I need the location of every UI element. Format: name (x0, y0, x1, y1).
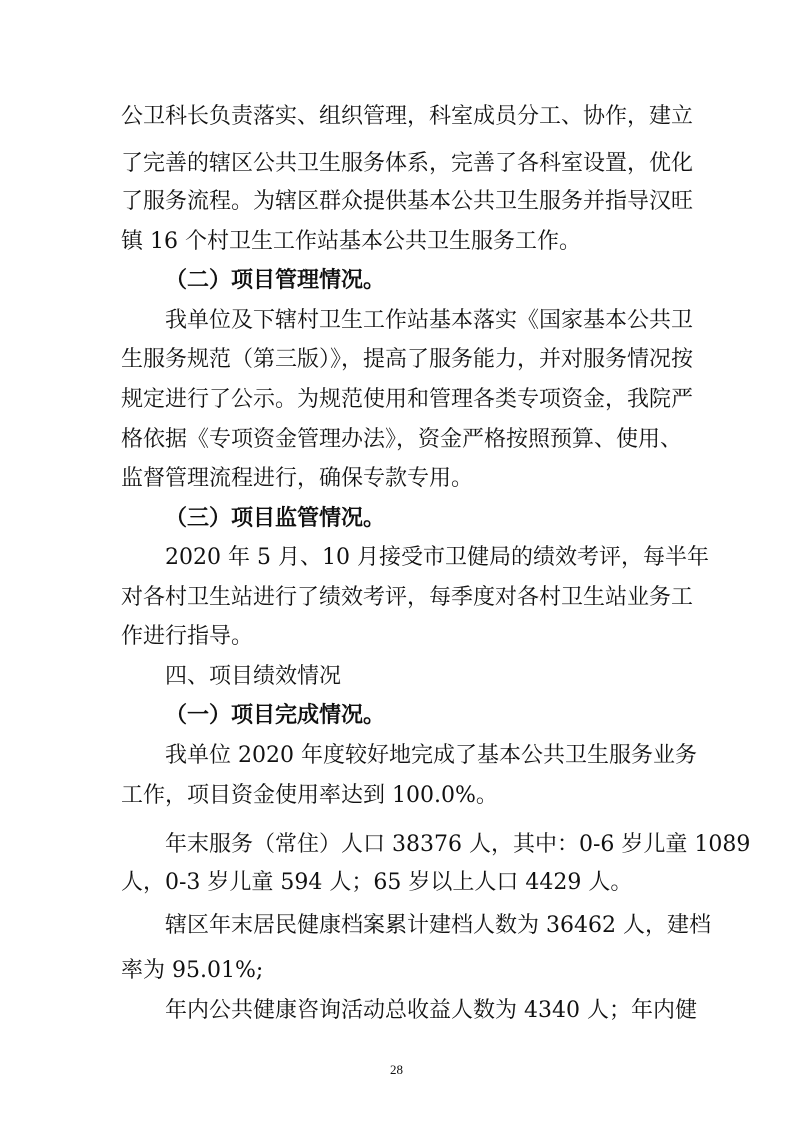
body-text-line: 了完善的辖区公共卫生服务体系，完善了各科室设置，优化 (121, 151, 694, 176)
body-text-line: 格依据《专项资金管理办法》，资金严格按照预算、使用、 (121, 427, 683, 452)
body-text-line: 规定进行了公示。为规范使用和管理各类专项资金，我院严 (121, 387, 694, 412)
body-text-line: 年末服务（常住）人口 38376 人，其中：0-6 岁儿童 1089 (165, 832, 751, 857)
body-text-line: 公卫科长负责落实、组织管理，科室成员分工、协作，建立 (121, 104, 694, 129)
body-text-line: 对各村卫生站进行了绩效考评，每季度对各村卫生站业务工 (121, 585, 694, 610)
body-text-line: 镇 16 个村卫生工作站基本公共卫生服务工作。 (121, 229, 581, 254)
body-text-line: 辖区年末居民健康档案累计建档人数为 36462 人，建档 (165, 913, 711, 938)
body-text-line: 监督管理流程进行，确保专款专用。 (121, 466, 474, 491)
body-text-line: 作进行指导。 (121, 624, 254, 649)
body-text-line: 率为 95.01%; (121, 958, 264, 983)
body-text-line: 年内公共健康咨询活动总收益人数为 4340 人；年内健 (165, 998, 697, 1023)
body-text-line: 我单位 2020 年度较好地完成了基本公共卫生服务业务 (165, 743, 697, 768)
body-text-line: 了服务流程。为辖区群众提供基本公共卫生服务并指导汉旺 (121, 189, 694, 214)
subsection-heading: （二）项目管理情况。 (165, 268, 386, 293)
subsection-heading: （三）项目监管情况。 (165, 506, 386, 531)
page-number: 28 (390, 1062, 403, 1077)
body-text-line: 人，0-3 岁儿童 594 人；65 岁以上人口 4429 人。 (121, 870, 633, 895)
body-text-line: 生服务规范（第三版）》，提高了服务能力，并对服务情况按 (121, 347, 694, 372)
section-heading: 四、项目绩效情况 (165, 664, 342, 689)
body-text-line: 2020 年 5 月、10 月接受市卫健局的绩效考评，每半年 (165, 545, 709, 570)
subsection-heading: （一）项目完成情况。 (165, 703, 386, 728)
body-text-line: 我单位及下辖村卫生工作站基本落实《国家基本公共卫 (165, 308, 694, 333)
body-text-line: 工作，项目资金使用率达到 100.0%。 (121, 783, 498, 808)
